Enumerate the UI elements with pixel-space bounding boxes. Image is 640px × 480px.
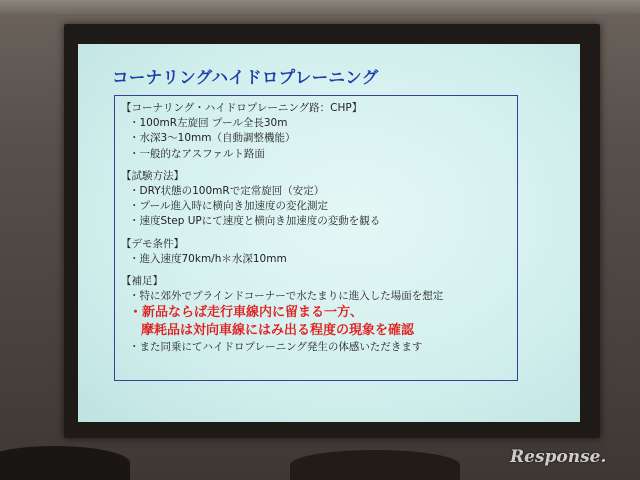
watermark-logo: Response. <box>510 447 607 467</box>
emphasis-line: ・新品ならば走行車線内に留まる一方、 <box>129 305 364 321</box>
list-item: ・また同乗にてハイドロプレーニング発生の体感いただきます <box>129 341 423 354</box>
list-item: ・進入速度70km/h＊水深10mm <box>129 252 287 265</box>
section-demo-conditions <box>121 237 517 267</box>
section-header: 【デモ条件】 <box>121 237 184 250</box>
list-item: ・水深3～10mm（自動調整機能） <box>129 132 296 145</box>
audience-head <box>0 446 130 480</box>
slide-title: コーナリングハイドロプレーニング <box>112 68 379 87</box>
list-item: ・特に郊外でブラインドコーナーで水たまりに進入した場面を想定 <box>129 290 444 303</box>
audience-head <box>290 450 460 480</box>
section-header: 【補足】 <box>121 275 163 288</box>
section-chp <box>121 101 517 162</box>
list-item: ・プール進入時に横向き加速度の変化測定 <box>129 200 328 213</box>
ceiling-strip <box>0 0 640 14</box>
emphasis-line: 摩耗品は対向車線にはみ出る程度の現象を確認 <box>141 323 415 339</box>
list-item: ・100mR左旋回 プール全長30m <box>129 117 288 129</box>
section-supplement <box>121 274 517 356</box>
section-header: 【試験方法】 <box>121 169 184 182</box>
projection-screen <box>78 44 580 422</box>
section-test-method <box>121 169 517 230</box>
list-item: ・DRY状態の100mRで定常旋回（安定） <box>129 184 325 197</box>
slide-content-box <box>114 95 518 381</box>
list-item: ・速度Step UPにて速度と横向き加速度の変動を観る <box>129 215 381 228</box>
section-header: 【コーナリング・ハイドロプレーニング路：CHP】 <box>121 102 363 114</box>
list-item: ・一般的なアスファルト路面 <box>129 147 265 160</box>
